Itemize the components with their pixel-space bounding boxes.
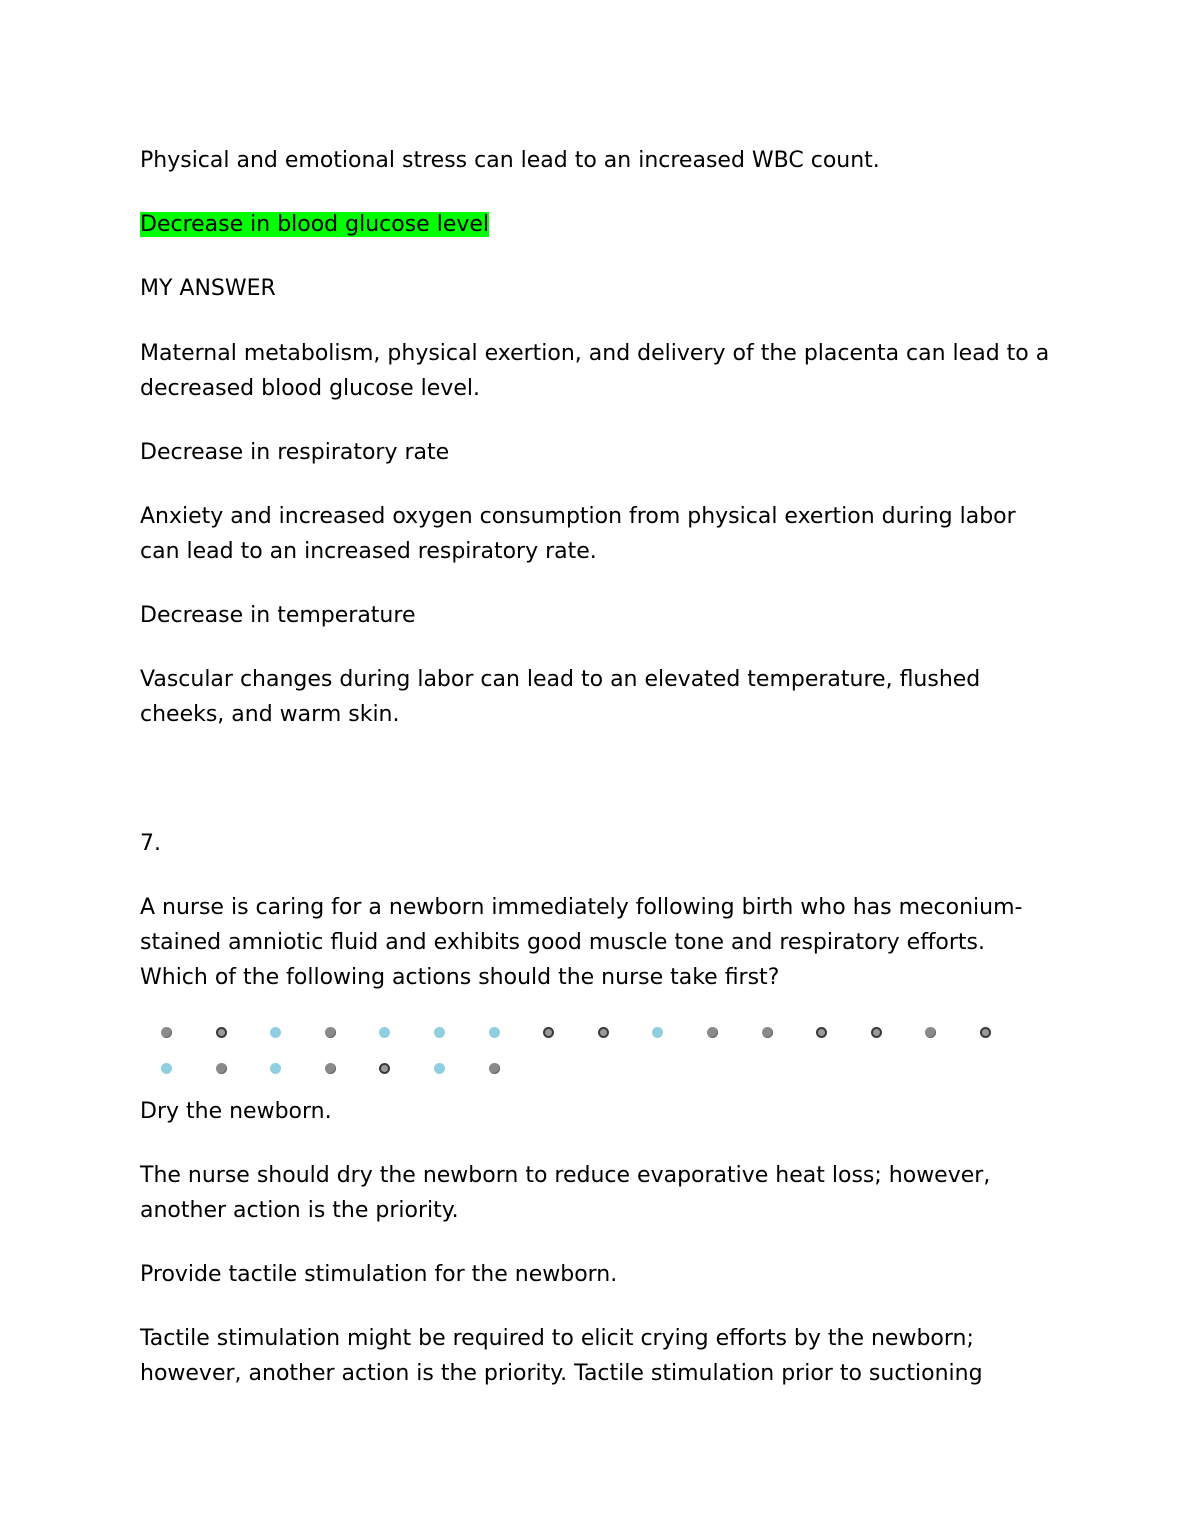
answer-option-blood-glucose (140, 207, 1050, 242)
dot-icon (652, 1027, 663, 1038)
answer-option-dry-newborn: Dry the newborn. (140, 1099, 332, 1124)
dot-icon (434, 1063, 445, 1074)
dot-icon (707, 1027, 718, 1038)
decorative-dot-row (140, 1018, 1020, 1088)
dot-icon (216, 1027, 227, 1038)
dot-icon (762, 1027, 773, 1038)
paragraph-tactile-explanation: Tactile stimulation might be required to elicit crying efforts by the newborn; however, another action is the priority. Tactile stimulation prior to suctioning (140, 1326, 983, 1386)
dot-icon (925, 1027, 936, 1038)
dot-icon (543, 1027, 554, 1038)
paragraph-dry-explanation: The nurse should dry the newborn to reduce evaporative heat loss; however, another action is the priority. (140, 1163, 998, 1223)
dot-icon (216, 1063, 227, 1074)
paragraph-wbc-explanation: Physical and emotional stress can lead to an increased WBC count. (140, 148, 880, 173)
answer-option-respiratory-rate: Decrease in respiratory rate (140, 440, 450, 465)
paragraph-glucose-explanation: Maternal metabolism, physical exertion, and delivery of the placenta can lead to a decreased blood glucose level. (140, 341, 1057, 401)
dot-icon (980, 1027, 991, 1038)
answer-option-temperature: Decrease in temperature (140, 603, 416, 628)
dot-icon (598, 1027, 609, 1038)
dot-icon (270, 1027, 281, 1038)
dot-icon (816, 1027, 827, 1038)
dot-icon (489, 1063, 500, 1074)
dot-icon (161, 1063, 172, 1074)
paragraph-respiratory-explanation: Anxiety and increased oxygen consumption from physical exertion during labor can lead to an increased respiratory rate. (140, 504, 1023, 564)
dot-icon (379, 1027, 390, 1038)
dot-icon (325, 1027, 336, 1038)
dot-icon (270, 1063, 281, 1074)
dot-icon (161, 1027, 172, 1038)
dot-icon (871, 1027, 882, 1038)
dot-icon (489, 1027, 500, 1038)
my-answer-label: MY ANSWER (140, 276, 276, 301)
dot-icon (325, 1063, 336, 1074)
highlighted-answer: Decrease in blood glucose level (140, 212, 490, 237)
dot-icon (434, 1027, 445, 1038)
question-number: 7. (140, 831, 161, 856)
dot-icon (379, 1063, 390, 1074)
paragraph-temperature-explanation: Vascular changes during labor can lead to an elevated temperature, flushed cheeks, and warm skin. (140, 667, 988, 727)
answer-option-tactile-stimulation: Provide tactile stimulation for the newborn. (140, 1262, 618, 1287)
question-text: A nurse is caring for a newborn immediately following birth who has meconium-stained amniotic fluid and exhibits good muscle tone and respiratory efforts. Which of the following actions should the nurse take first? (140, 895, 1023, 990)
